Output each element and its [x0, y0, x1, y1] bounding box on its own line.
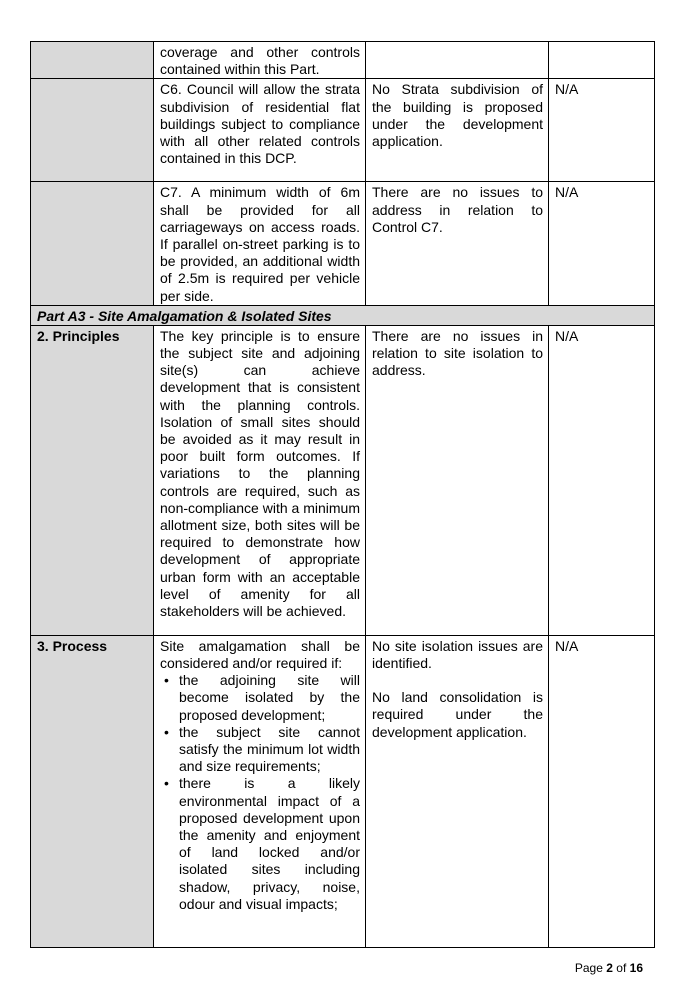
- bullet-item: • the adjoining site will become isolated by the proposed development;: [179, 672, 360, 724]
- section-heading-row: [31, 305, 655, 325]
- control-cell: coverage and other controls contained within this Part.: [154, 42, 366, 79]
- comment-cell: No Strata subdivision of the building is proposed under the development application.: [366, 79, 549, 182]
- comment-paragraph: No land consolidation is required under the development application.: [372, 689, 543, 740]
- table-row-principles: [31, 325, 655, 635]
- compliance-cell: N/A: [549, 79, 655, 182]
- comment-cell: There are no issues to address in relation to Control C7.: [366, 182, 549, 305]
- comment-cell: There are no issues in relation to site isolation to address.: [366, 325, 549, 635]
- section-cell: [31, 79, 154, 182]
- section-heading: Part A3 - Site Amalgamation & Isolated Sites: [31, 305, 655, 325]
- bullet-item: • the subject site cannot satisfy the minimum lot width and size requirements;: [179, 724, 360, 776]
- compliance-cell: [549, 42, 655, 79]
- control-cell: C7. A minimum width of 6m shall be provided for all carriageways on access roads. If parallel on-street parking is to be provided, an additional width of 2.5m is required per vehicle per side.: [154, 182, 366, 305]
- comment-paragraph: No site isolation issues are identified.: [372, 637, 543, 672]
- control-intro: Site amalgamation shall be considered and/or required if:: [160, 637, 360, 672]
- of-word: of: [616, 961, 627, 975]
- control-cell: The key principle is to ensure the subject site and adjoining site(s) can achieve development that is consistent with the planning controls. Isolation of small sites should be avoided as it may result in poor built form outcomes. If variations to the planning controls are required, such as non-compliance with a minimum allotment size, both sites will be required to demonstrate how development of appropriate urban form with an acceptable level of amenity for all stakeholders will be achieved.: [154, 325, 366, 635]
- table-row-continued: [31, 42, 655, 79]
- table-row-c7: [31, 182, 655, 305]
- bullet-item: • there is a likely environmental impact of a proposed development upon the amenity and enjoyment of land locked and/or isolated sites including shadow, privacy, noise, odour and visual impacts;: [179, 775, 360, 913]
- control-cell: C6. Council will allow the strata subdivision of residential flat buildings subject to compliance with all other related controls contained in this DCP.: [154, 79, 366, 182]
- page-total: 16: [629, 961, 643, 975]
- comment-cell: [366, 635, 549, 947]
- table-row-c6: [31, 79, 655, 182]
- compliance-cell: N/A: [549, 325, 655, 635]
- section-cell: [31, 42, 154, 79]
- page-number: 2: [606, 961, 613, 975]
- compliance-cell: N/A: [549, 182, 655, 305]
- page-word: Page: [574, 961, 603, 975]
- bullet-list: [160, 672, 360, 913]
- comment-cell: [366, 42, 549, 79]
- assessment-table: [30, 41, 655, 948]
- page-footer: [575, 961, 643, 975]
- table-row-process: [31, 635, 655, 947]
- compliance-cell: N/A: [549, 635, 655, 947]
- section-cell: [31, 182, 154, 305]
- row-label: 3. Process: [31, 635, 154, 947]
- control-cell: [154, 635, 366, 947]
- row-label: 2. Principles: [31, 325, 154, 635]
